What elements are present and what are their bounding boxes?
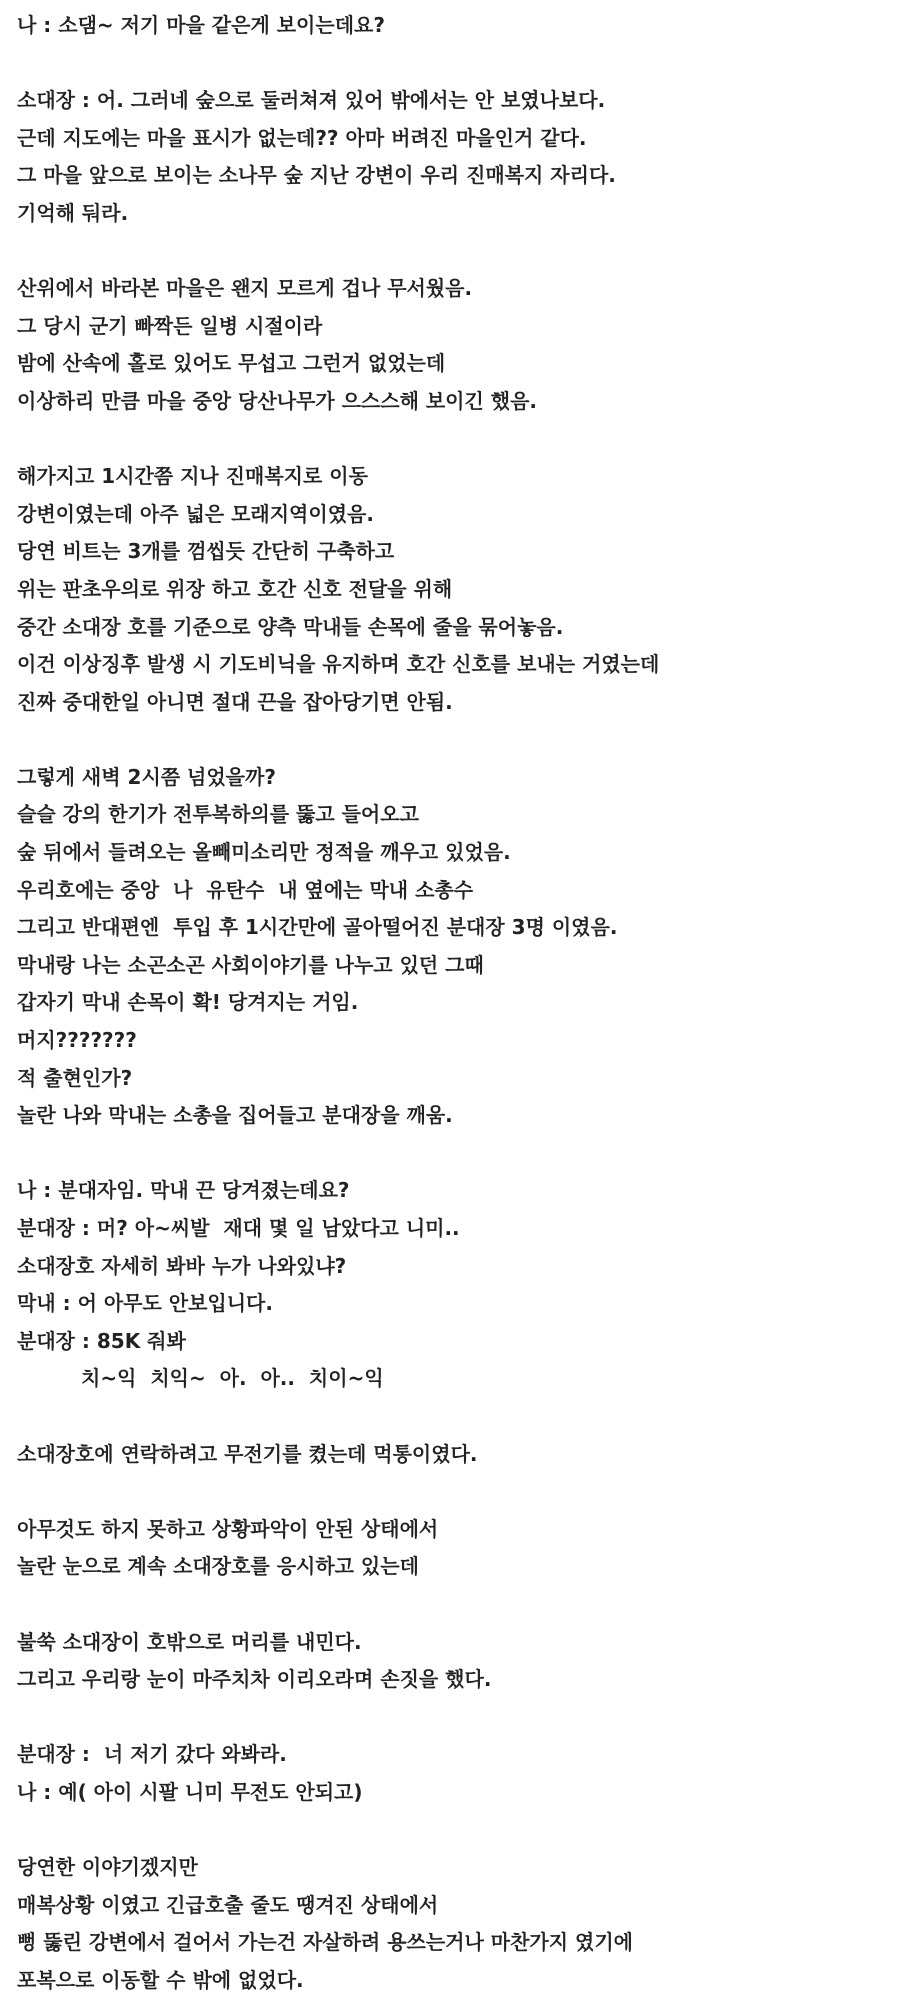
blank-line — [17, 1398, 887, 1436]
text-line: 그 당시 군기 빠짝든 일병 시절이라 — [17, 313, 323, 338]
text-line: 중간 소대장 호를 기준으로 양측 막내들 손목에 줄을 묶어놓음. — [17, 614, 564, 639]
blank-line — [17, 45, 887, 83]
text-line: 그리고 반대편엔 투입 후 1시간만에 골아떨어진 분대장 3명 이였음. — [17, 915, 618, 940]
radio-sound-line: 치~익 치익~ 아. 아.. 치이~익 — [81, 1366, 384, 1391]
text-line: 당연한 이야기겠지만 — [17, 1855, 198, 1880]
text-line: 우리호에는 중앙 나 유탄수 내 옆에는 막내 소총수 — [17, 877, 474, 902]
text-line: 그리고 우리랑 눈이 마주치차 이리오라며 손짓을 했다. — [17, 1667, 492, 1692]
blank-line — [17, 1135, 887, 1173]
text-line: 머지??????? — [17, 1028, 137, 1053]
text-line: 기억해 둬라. — [17, 200, 129, 225]
text-line: 소대장호에 연락하려고 무전기를 켰는데 먹통이였다. — [17, 1441, 478, 1466]
text-line: 나 : 예( 아이 시팔 니미 무전도 안되고) — [17, 1779, 363, 1804]
text-line: 산위에서 바라본 마을은 왠지 모르게 겁나 무서웠음. — [17, 276, 473, 301]
text-line: 이상하리 만큼 마을 중앙 당산나무가 으스스해 보이긴 했음. — [17, 388, 538, 413]
blank-line — [17, 1473, 887, 1511]
blank-line — [17, 721, 887, 759]
blank-line — [17, 421, 887, 459]
text-line: 포복으로 이동할 수 밖에 없었다. — [17, 1967, 304, 1992]
text-line: 강변이였는데 아주 넓은 모래지역이였음. — [17, 501, 374, 526]
text-line: 소대장 : 어. 그러네 숲으로 둘러쳐져 있어 밖에서는 안 보였나보다. — [17, 88, 606, 113]
text-line: 슬슬 강의 한기가 전투복하의를 뚫고 들어오고 — [17, 802, 419, 827]
text-line: 소대장호 자세히 봐바 누가 나와있냐? — [17, 1253, 347, 1278]
text-line: 매복상황 이였고 긴급호출 줄도 땡겨진 상태에서 — [17, 1892, 439, 1917]
text-line: 그 마을 앞으로 보이는 소나무 숲 지난 강변이 우리 진매복지 자리다. — [17, 163, 616, 188]
text-line: 적 출현인가? — [17, 1065, 133, 1090]
text-line: 위는 판초우의로 위장 하고 호간 신호 전달을 위해 — [17, 576, 453, 601]
blank-line — [17, 1812, 887, 1850]
text-line: 불쑥 소대장이 호밖으로 머리를 내민다. — [17, 1629, 362, 1654]
blank-line — [17, 233, 887, 271]
text-line: 분대장 : 너 저기 갔다 와봐라. — [17, 1742, 287, 1767]
text-line: 뻥 뚫린 강변에서 걸어서 가는건 자살하려 용쓰는거나 마찬가지 였기에 — [17, 1930, 633, 1955]
text-line: 분대장 : 85K 줘봐 — [17, 1328, 186, 1353]
text-line: 나 : 분대자임. 막내 끈 당겨졌는데요? — [17, 1178, 350, 1203]
text-line: 갑자기 막내 손목이 확! 당겨지는 거임. — [17, 990, 359, 1015]
text-line: 놀란 나와 막내는 소총을 집어들고 분대장을 깨움. — [17, 1103, 453, 1128]
blank-line — [17, 1586, 887, 1624]
text-line: 막내랑 나는 소곤소곤 사회이야기를 나누고 있던 그때 — [17, 952, 484, 977]
blank-line — [17, 1699, 887, 1737]
text-line: 분대장 : 머? 아~씨발 재대 몇 일 남았다고 니미.. — [17, 1216, 460, 1240]
text-line: 막내 : 어 아무도 안보입니다. — [17, 1291, 273, 1316]
text-line: 밤에 산속에 홀로 있어도 무섭고 그런거 없었는데 — [17, 351, 446, 376]
text-line: 나 : 소댐~ 저기 마을 같은게 보이는데요? — [17, 13, 385, 37]
text-line: 진짜 중대한일 아니면 절대 끈을 잡아당기면 안됨. — [17, 689, 453, 714]
text-line: 근데 지도에는 마을 표시가 없는데?? 아마 버려진 마을인거 같다. — [17, 125, 587, 150]
text-line: 그렇게 새벽 2시쯤 넘었을까? — [17, 764, 276, 789]
text-line: 놀란 눈으로 계속 소대장호를 응시하고 있는데 — [17, 1554, 419, 1579]
text-line: 숲 뒤에서 들려오는 올빼미소리만 정적을 깨우고 있었음. — [17, 840, 511, 865]
text-line: 이건 이상징후 발생 시 기도비닉을 유지하며 호간 신호를 보내는 거였는데 — [17, 652, 660, 677]
story-post — [17, 7, 887, 1999]
text-line: 당연 비트는 3개를 껌씹듯 간단히 구축하고 — [17, 539, 395, 564]
text-line: 아무것도 하지 못하고 상황파악이 안된 상태에서 — [17, 1516, 439, 1541]
text-line: 해가지고 1시간쯤 지나 진매복지로 이동 — [17, 464, 368, 489]
